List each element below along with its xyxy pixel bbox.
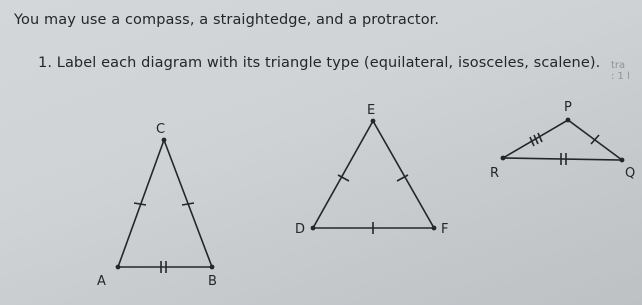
vertex-label-e: E [367, 103, 376, 118]
vertex-point [501, 156, 506, 161]
triangle-abc-points [116, 138, 215, 270]
vertex-point [566, 118, 571, 123]
triangle-pqr-outline [503, 120, 622, 160]
tick-mark [134, 203, 146, 205]
triangle-def-points [311, 119, 437, 231]
triangle-def [313, 121, 434, 234]
vertex-point [311, 226, 316, 231]
vertex-label-q: Q [625, 166, 636, 181]
vertex-point [620, 158, 625, 163]
vertex-point [162, 138, 167, 143]
vertex-point [432, 226, 437, 231]
vertex-label-b: B [208, 274, 217, 289]
margin-note-line: : 1 l [611, 71, 630, 82]
vertex-point [210, 265, 215, 270]
vertex-label-a: A [97, 274, 106, 289]
vertex-label-f: F [441, 222, 449, 237]
triangle-abc [118, 140, 212, 273]
question-number: 1. [38, 55, 53, 71]
triangle-abc-outline [118, 140, 212, 267]
question-text: Label each diagram with its triangle type (equilateral, isosceles, scalene). [56, 55, 601, 71]
vertex-point [371, 119, 376, 124]
triangle-pqr [503, 120, 622, 165]
vertex-label-c: C [156, 122, 166, 137]
vertex-point [116, 265, 121, 270]
vertex-label-r: R [490, 166, 500, 181]
instructions-text: You may use a compass, a straightedge, and a protractor. [14, 12, 440, 28]
triangle-pqr-points [501, 118, 625, 163]
tick-mark [182, 203, 194, 205]
vertex-label-d: D [295, 222, 306, 237]
vertex-label-p: P [564, 100, 572, 115]
triangle-def-outline [313, 121, 434, 228]
margin-note-line: tra [611, 60, 626, 71]
